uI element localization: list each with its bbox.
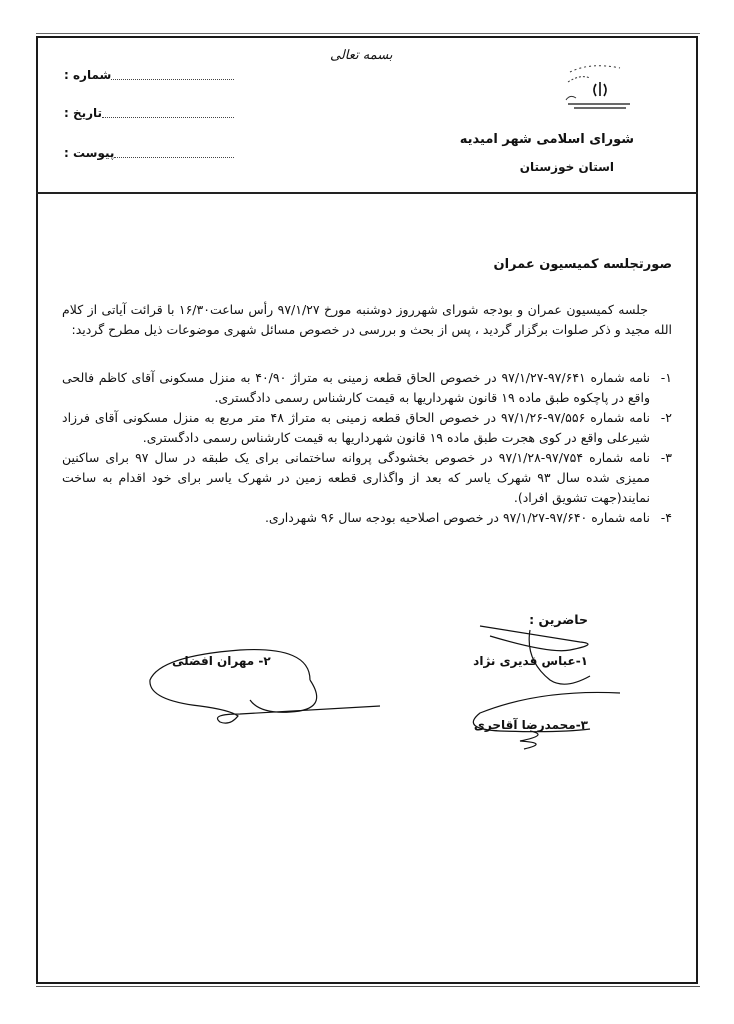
- attachment-field-label: پیوست :: [64, 146, 115, 160]
- attendee-name: ۱-عباس قدیری نژاد: [473, 654, 588, 668]
- date-field-line: [102, 109, 234, 118]
- agenda-item-text: نامه شماره ۹۷/۷۵۴-۹۷/۱/۲۸ در خصوص بخشودگی پروانه ساختمانی برای یک طبقه در سال ۹۷ برای ساکنین ممیزی شده سال ۹۳ شهرک یاسر که بعد از واگذاری قطعه زمین در شهرک یاسر برای خود اقدام به ساخت نمایند(جهت تشویق افراد).: [62, 450, 650, 505]
- bismillah-heading: بسمه تعالی: [330, 48, 393, 63]
- agenda-item: [62, 448, 672, 508]
- document-title: صورتجلسه کمیسیون عمران: [493, 257, 672, 272]
- attachment-field-line: [114, 149, 234, 158]
- frame-top-line: [36, 33, 700, 34]
- agenda-item: [62, 408, 672, 448]
- agenda-item-text: نامه شماره ۹۷/۶۴۱-۹۷/۱/۲۷ در خصوص الحاق قطعه زمینی به متراژ ۴۰/۹۰ به منزل مسکونی آقای کاظم فالحی واقع در پاچکوه طبق ماده ۱۹ قانون شهرداریها به قیمت کارشناس رسمی دادگستری.: [62, 370, 650, 405]
- agenda-item-text: نامه شماره ۹۷/۵۵۶-۹۷/۱/۲۶ در خصوص الحاق قطعه زمینی به متراژ ۴۸ متر مربع به منزل مسکونی آقای فرزاد شیرعلی واقع در کوی هجرت طبق ماده ۱۹ قانون شهرداریها به قیمت کارشناس رسمی دادگستری.: [62, 410, 650, 445]
- intro-paragraph: جلسه کمیسیون عمران و بودجه شورای شهرروز دوشنبه مورخ ۹۷/۱/۲۷ رأس ساعت۱۶/۳۰ با قرائت آیاتی از کلام الله مجید و ذکر صلوات برگزار گردید ، پس از بحث و بررسی در خصوص مسائل شهری موضوعات ذیل مطرح گردید:: [62, 302, 672, 337]
- emblem-icon: [560, 60, 640, 120]
- agenda-item-number: ۴-: [660, 510, 672, 525]
- date-field-label: تاریخ :: [64, 106, 103, 120]
- number-field-label: شماره :: [64, 68, 112, 82]
- attendees-label: حاضرین :: [529, 612, 588, 627]
- organization-province: استان خوزستان: [519, 160, 614, 174]
- agenda-item-number: ۳-: [660, 450, 672, 465]
- number-field: [58, 66, 238, 84]
- attachment-field: [58, 144, 238, 162]
- number-field-line: [111, 71, 234, 80]
- attendee-name: ۳-محمدرضا آقاجری: [473, 718, 588, 732]
- attendee-name: ۲- مهران افضلی: [172, 654, 271, 668]
- organization-name: شورای اسلامی شهر امیدیه: [459, 132, 634, 147]
- date-field: [58, 104, 238, 122]
- agenda-item-text: نامه شماره ۹۷/۶۴۰-۹۷/۱/۲۷ در خصوص اصلاحیه بودجه سال ۹۶ شهرداری.: [264, 510, 650, 525]
- agenda-item-number: ۱-: [660, 370, 672, 385]
- agenda-item-number: ۲-: [660, 410, 672, 425]
- agenda-item: [62, 508, 672, 528]
- agenda-item: [62, 368, 672, 408]
- agenda-list: [62, 368, 672, 528]
- header-divider: [36, 192, 698, 194]
- frame-bottom-line: [36, 986, 700, 987]
